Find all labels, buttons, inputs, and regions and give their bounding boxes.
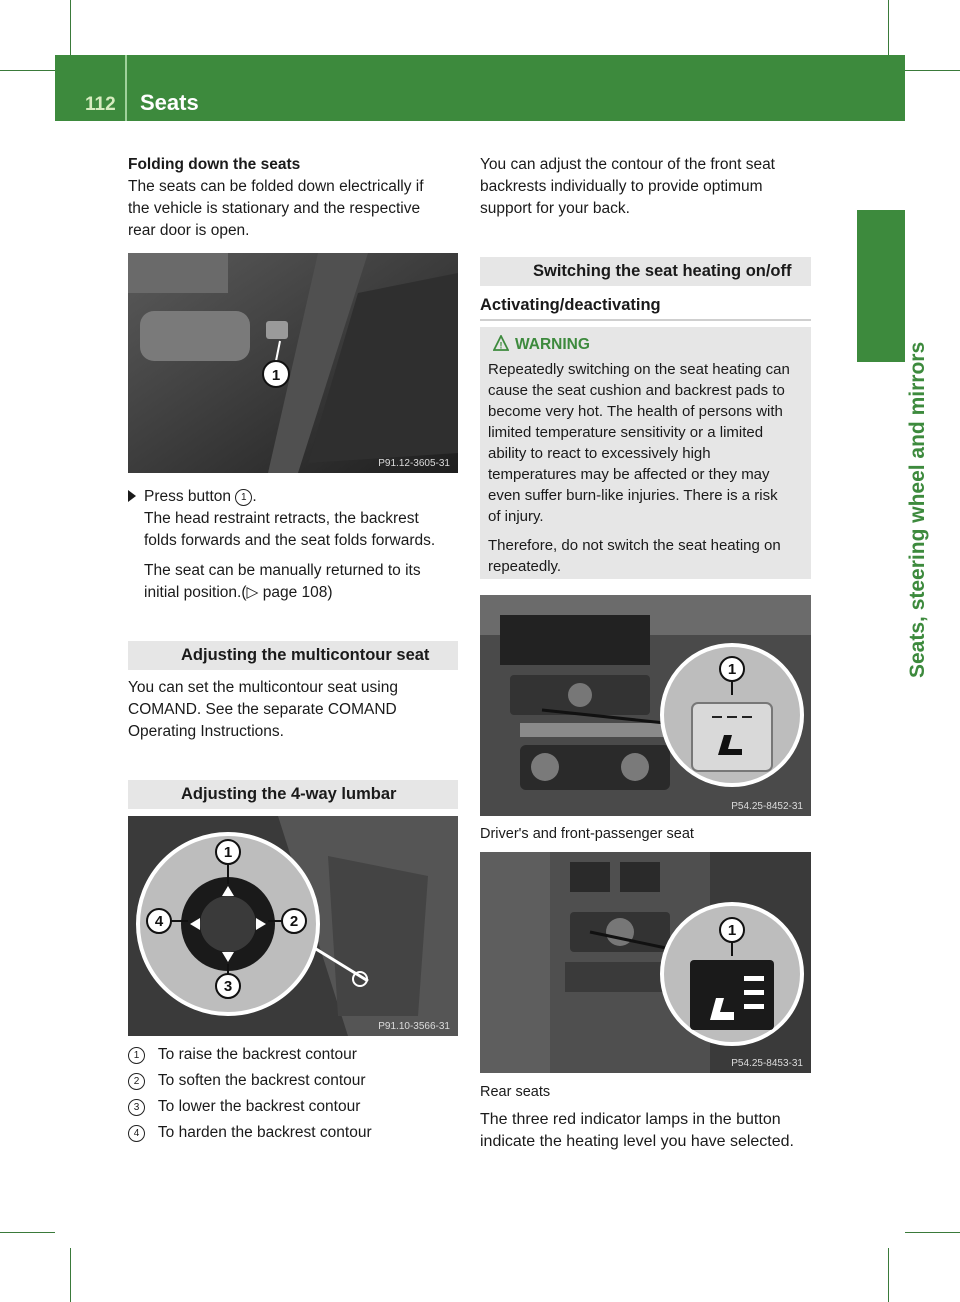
svg-text:3: 3 [223,978,233,995]
multicontour-line: You can set the multicontour seat using [128,679,398,696]
svg-text:1: 1 [223,844,233,861]
side-tab-block [857,210,905,362]
folding-title: Folding down the seats [128,156,301,173]
crop-mark [0,70,55,71]
svg-text:1: 1 [271,367,281,384]
multicontour-line: Operating Instructions. [128,723,284,740]
lumbar-photo [128,816,458,1036]
multicontour-text [128,677,463,743]
indicator-line: indicate the heating level you have selected. [480,1133,794,1150]
callout-1-icon: 1 [235,489,252,506]
result-text: folds forwards and the seat folds forwards. [144,532,436,549]
legend-text: To harden the backrest contour [157,1124,372,1141]
heating-heading: Switching the seat heating on/off [480,257,811,286]
warning-line: Therefore, do not switch the seat heating on [488,537,781,554]
crop-mark [0,1232,55,1233]
warning-box [480,327,811,579]
page-ref-link[interactable]: page 108) [262,584,333,601]
folding-text: the vehicle is stationary and the respective [128,200,421,217]
contour-line: You can adjust the contour of the front seat [480,156,775,173]
photo-code: P91.12-3605-31 [378,458,450,469]
callout-4-icon: 4 [128,1125,145,1142]
warning-line: become very hot. The health of persons with [488,403,783,420]
result-text-part: initial position.( [144,584,247,601]
crop-mark [70,1248,71,1302]
callout-3-icon: 3 [128,1099,145,1116]
crop-mark [70,0,71,55]
svg-text:1: 1 [727,922,737,939]
multicontour-heading: Adjusting the multicontour seat [128,641,458,670]
legend-item [128,1098,360,1116]
folding-text: The seats can be folded down electrically if [128,178,424,195]
crop-mark [905,70,960,71]
folding-section [128,154,463,242]
result-text: The seat can be manually returned to its [144,562,421,579]
legend-text: To raise the backrest contour [157,1046,357,1063]
crop-mark [905,1232,960,1233]
warning-title: WARNING [515,336,590,353]
activating-heading: Activating/deactivating [480,296,811,321]
legend-item [128,1072,366,1090]
step-arrow-icon [128,490,136,502]
legend-item [128,1124,372,1142]
result-text [128,582,468,604]
warning-line: temperatures may be affected or they may [488,466,770,483]
side-tab [872,341,929,680]
page-number: 112 [85,94,116,115]
folding-steps [128,486,468,604]
photo-code: P54.25-8452-31 [731,801,803,812]
warning-icon [493,335,509,351]
indicator-line: The three red indicator lamps in the button [480,1111,781,1128]
warning-line: even suffer burn-like injuries. There is a risk [488,487,778,504]
lumbar-heading: Adjusting the 4-way lumbar [128,780,458,809]
warning-line: repeatedly. [488,558,562,575]
front-console-illustration [480,595,811,816]
front-heating-photo [480,595,811,816]
contour-line: support for your back. [480,200,630,217]
rear-heating-photo [480,852,811,1073]
rear-console-illustration [480,852,811,1073]
warning-line: ability to react to excessively high [488,445,711,462]
callout-2-icon: 2 [128,1073,145,1090]
folding-text: rear door is open. [128,222,250,239]
warning-line: limited temperature sensitivity or a limited [488,424,764,441]
legend-item [128,1046,357,1064]
contour-line: backrests individually to provide optimum [480,178,763,195]
step-1 [128,486,468,508]
legend-text: To lower the backrest contour [157,1098,361,1115]
warning-line: Repeatedly switching on the seat heating can [488,361,790,378]
step-1-text: Press button [144,488,236,505]
svg-text:!: ! [499,340,503,351]
page-title: Seats [140,90,199,115]
multicontour-line: COMAND. See the separate COMAND [128,701,397,718]
result-text: The head restraint retracts, the backrest [144,510,419,527]
warning-text [488,359,808,577]
callout-1-icon: 1 [128,1047,145,1064]
warning-line: of injury. [488,508,544,525]
photo-code: P54.25-8453-31 [731,1058,803,1069]
step-1-end: . [252,488,257,505]
header-divider [125,55,127,121]
caption-front-seats: Driver's and front-passenger seat [480,826,694,842]
svg-text:1: 1 [727,661,737,678]
indicator-text [480,1109,825,1153]
svg-text:2: 2 [289,913,299,930]
warning-line: cause the seat cushion and backrest pads to [488,382,785,399]
legend-text: To soften the backrest contour [157,1072,366,1089]
contour-text [480,154,820,220]
page-ref-icon: ▷ [246,584,259,601]
photo-code: P91.10-3566-31 [378,1021,450,1032]
crop-mark [888,0,889,55]
side-tab-label: Seats, steering wheel and mirrors [906,341,929,678]
warning-label [493,335,590,354]
caption-rear-seats: Rear seats [480,1084,551,1100]
lumbar-illustration [128,816,458,1036]
svg-text:4: 4 [154,913,164,930]
crop-mark [888,1248,889,1302]
folding-seat-illustration [128,253,458,473]
folding-seat-photo [128,253,458,473]
